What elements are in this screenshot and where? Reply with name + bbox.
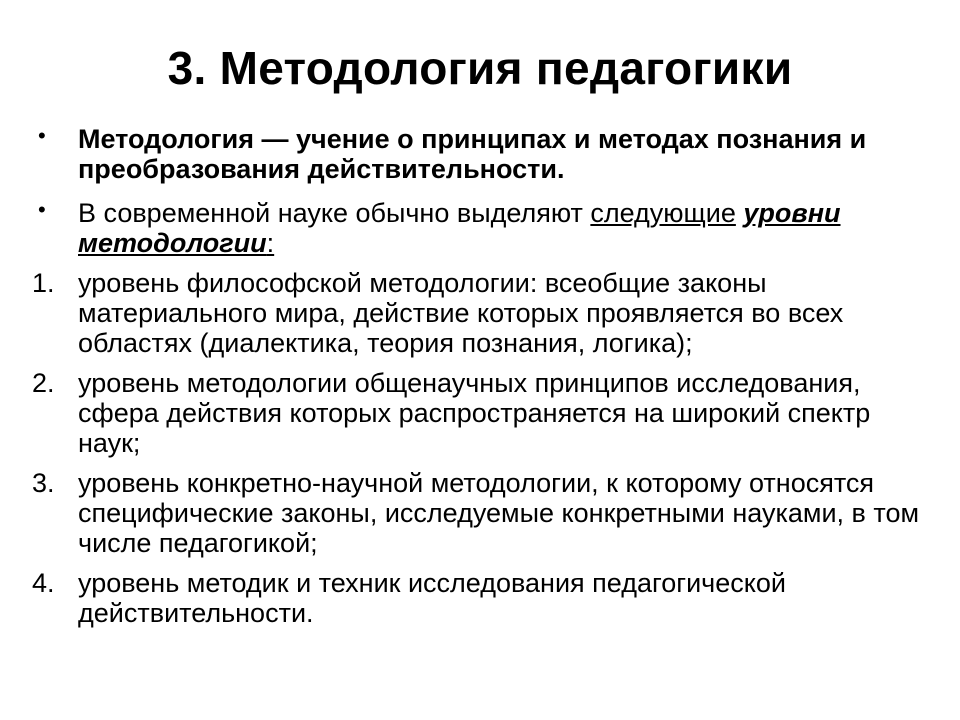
bullet-marker: • <box>38 197 46 222</box>
slide-content <box>32 124 932 638</box>
slide-title: 3. Методология педагогики <box>167 42 793 94</box>
level-item-3 <box>32 468 932 558</box>
levels-intro-text <box>78 198 932 258</box>
level-text: уровень философской методологии: всеобщие законы материального мира, действие которых проявляется во всех областях (диалектика, теория познания, логика); <box>78 268 844 358</box>
level-text: уровень методик и техник исследования педагогической действительности. <box>78 568 786 628</box>
bullet-marker: • <box>38 123 46 148</box>
level-number: 4. <box>32 568 55 598</box>
bullet-item-levels-intro <box>32 198 932 258</box>
level-item-4 <box>32 568 932 628</box>
level-number: 2. <box>32 368 55 398</box>
level-text: уровень конкретно-научной методологии, к которому относятся специфические законы, исследуемые конкретными науками, в том числе педагогикой; <box>78 468 920 558</box>
levels-intro-plain: В современной науке обычно выделяют <box>78 198 591 228</box>
levels-intro-colon: : <box>266 228 275 258</box>
level-item-1 <box>32 268 932 358</box>
definition-text: Методология — учение о принципах и методах познания и преобразования действительности. <box>78 124 867 184</box>
level-text: уровень методологии общенаучных принципов исследования, сфера действия которых распространяется на широкий спектр наук; <box>78 368 871 458</box>
level-number: 3. <box>32 468 55 498</box>
level-item-2 <box>32 368 932 458</box>
levels-intro-underlined: следующие <box>590 198 736 228</box>
bullet-item-definition <box>32 124 932 184</box>
levels-intro-emphasis: уровни методологии <box>78 198 841 258</box>
level-number: 1. <box>32 268 55 298</box>
